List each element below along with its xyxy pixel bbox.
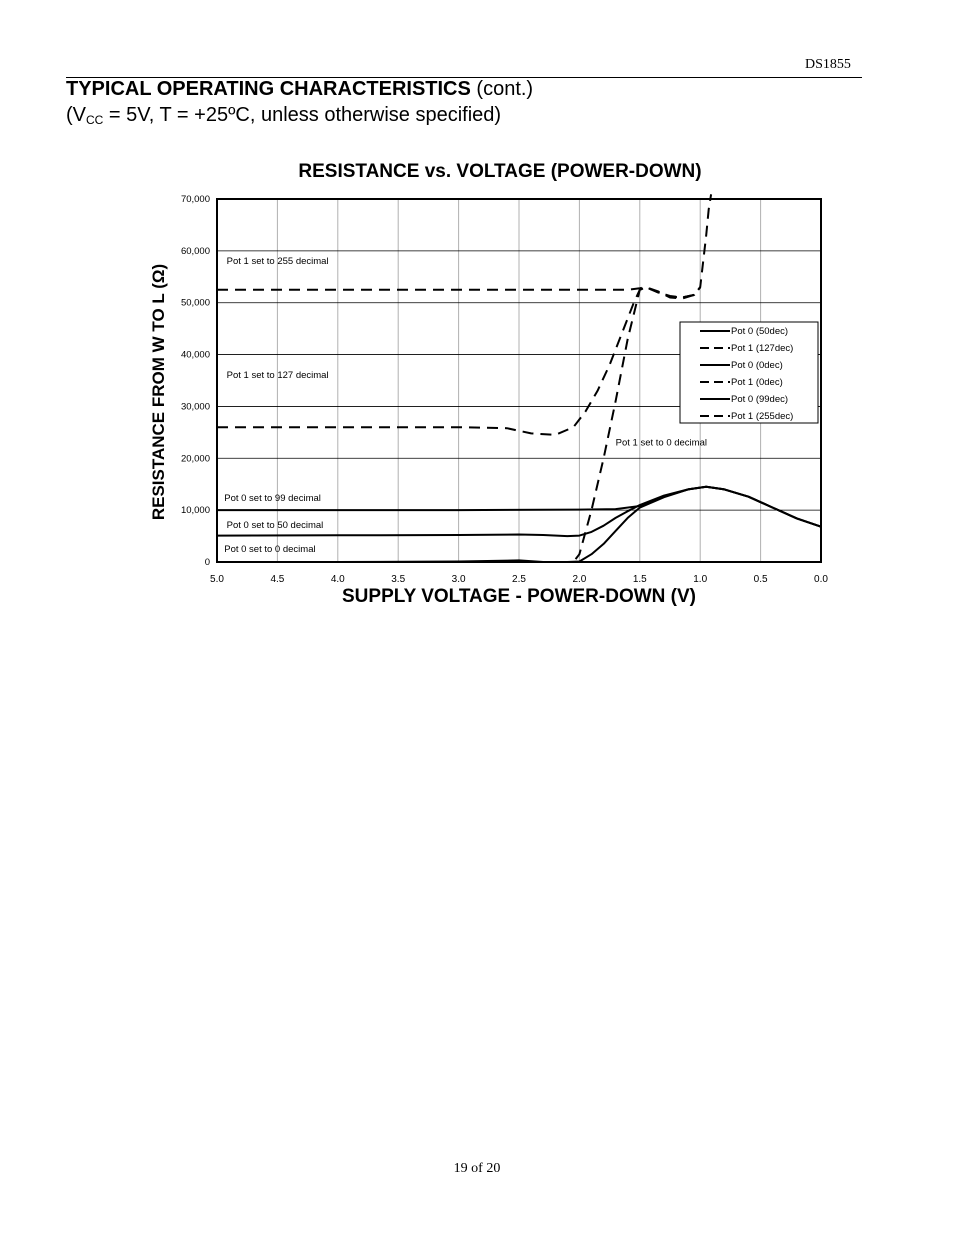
series-line-5 [217, 194, 711, 297]
x-tick-label: 3.5 [391, 574, 406, 585]
legend-entry: Pot 1 (255dec) [731, 411, 794, 422]
annotation-label: Pot 1 set to 255 decimal [226, 255, 329, 267]
x-tick-label: 5.0 [210, 574, 224, 585]
x-tick-label: 1.0 [693, 574, 708, 585]
chart-title: RESISTANCE vs. VOLTAGE (POWER-DOWN) [298, 161, 702, 182]
x-tick-label: 3.0 [451, 574, 466, 585]
conditions-pre: (V [66, 104, 86, 126]
legend-entry: Pot 0 (50dec) [731, 326, 789, 337]
y-tick-label: 0 [204, 557, 210, 568]
x-tick-label: 4.0 [330, 574, 345, 585]
legend-entry: Pot 0 (0dec) [731, 360, 783, 371]
legend-box [680, 322, 818, 423]
legend-entry: Pot 1 (127dec) [731, 343, 794, 354]
section-title-rest: (cont.) [476, 78, 534, 100]
annotation-label: Pot 0 set to 99 decimal [224, 492, 321, 504]
page-number: 19 of 20 [453, 1161, 501, 1176]
x-tick-label: 2.0 [572, 574, 587, 585]
x-axis-label: SUPPLY VOLTAGE - POWER-DOWN (V) [342, 586, 696, 607]
y-tick-label: 20,000 [180, 453, 210, 465]
annotation-label: Pot 1 set to 127 decimal [226, 369, 329, 381]
x-tick-label: 0.5 [753, 574, 768, 585]
y-axis-label: RESISTANCE FROM W TO L (Ω) [149, 263, 168, 521]
y-tick-label: 50,000 [180, 297, 210, 309]
conditions-sub: CC [86, 113, 104, 127]
x-tick-label: 4.5 [270, 574, 285, 585]
legend-entry: Pot 0 (99dec) [731, 394, 789, 405]
y-tick-label: 30,000 [180, 401, 210, 413]
x-tick-label: 1.5 [632, 574, 647, 585]
y-tick-label: 10,000 [180, 505, 210, 517]
y-tick-label: 70,000 [180, 194, 210, 205]
annotation-label: Pot 0 set to 0 decimal [224, 544, 316, 556]
legend [680, 322, 818, 423]
annotation-label: Pot 1 set to 0 decimal [615, 437, 707, 449]
x-tick-label: 2.5 [512, 574, 526, 585]
x-tick-label: 0.0 [814, 574, 828, 585]
y-tick-label: 40,000 [180, 349, 210, 361]
annotation-label: Pot 0 set to 50 decimal [226, 519, 324, 531]
section-title-bold: TYPICAL OPERATING CHARACTERISTICS [66, 78, 471, 100]
conditions-post: = 5V, T = +25ºC, unless otherwise specified) [103, 104, 502, 126]
document-id: DS1855 [805, 57, 851, 72]
y-tick-label: 60,000 [180, 245, 210, 257]
legend-entry: Pot 1 (0dec) [731, 377, 783, 388]
